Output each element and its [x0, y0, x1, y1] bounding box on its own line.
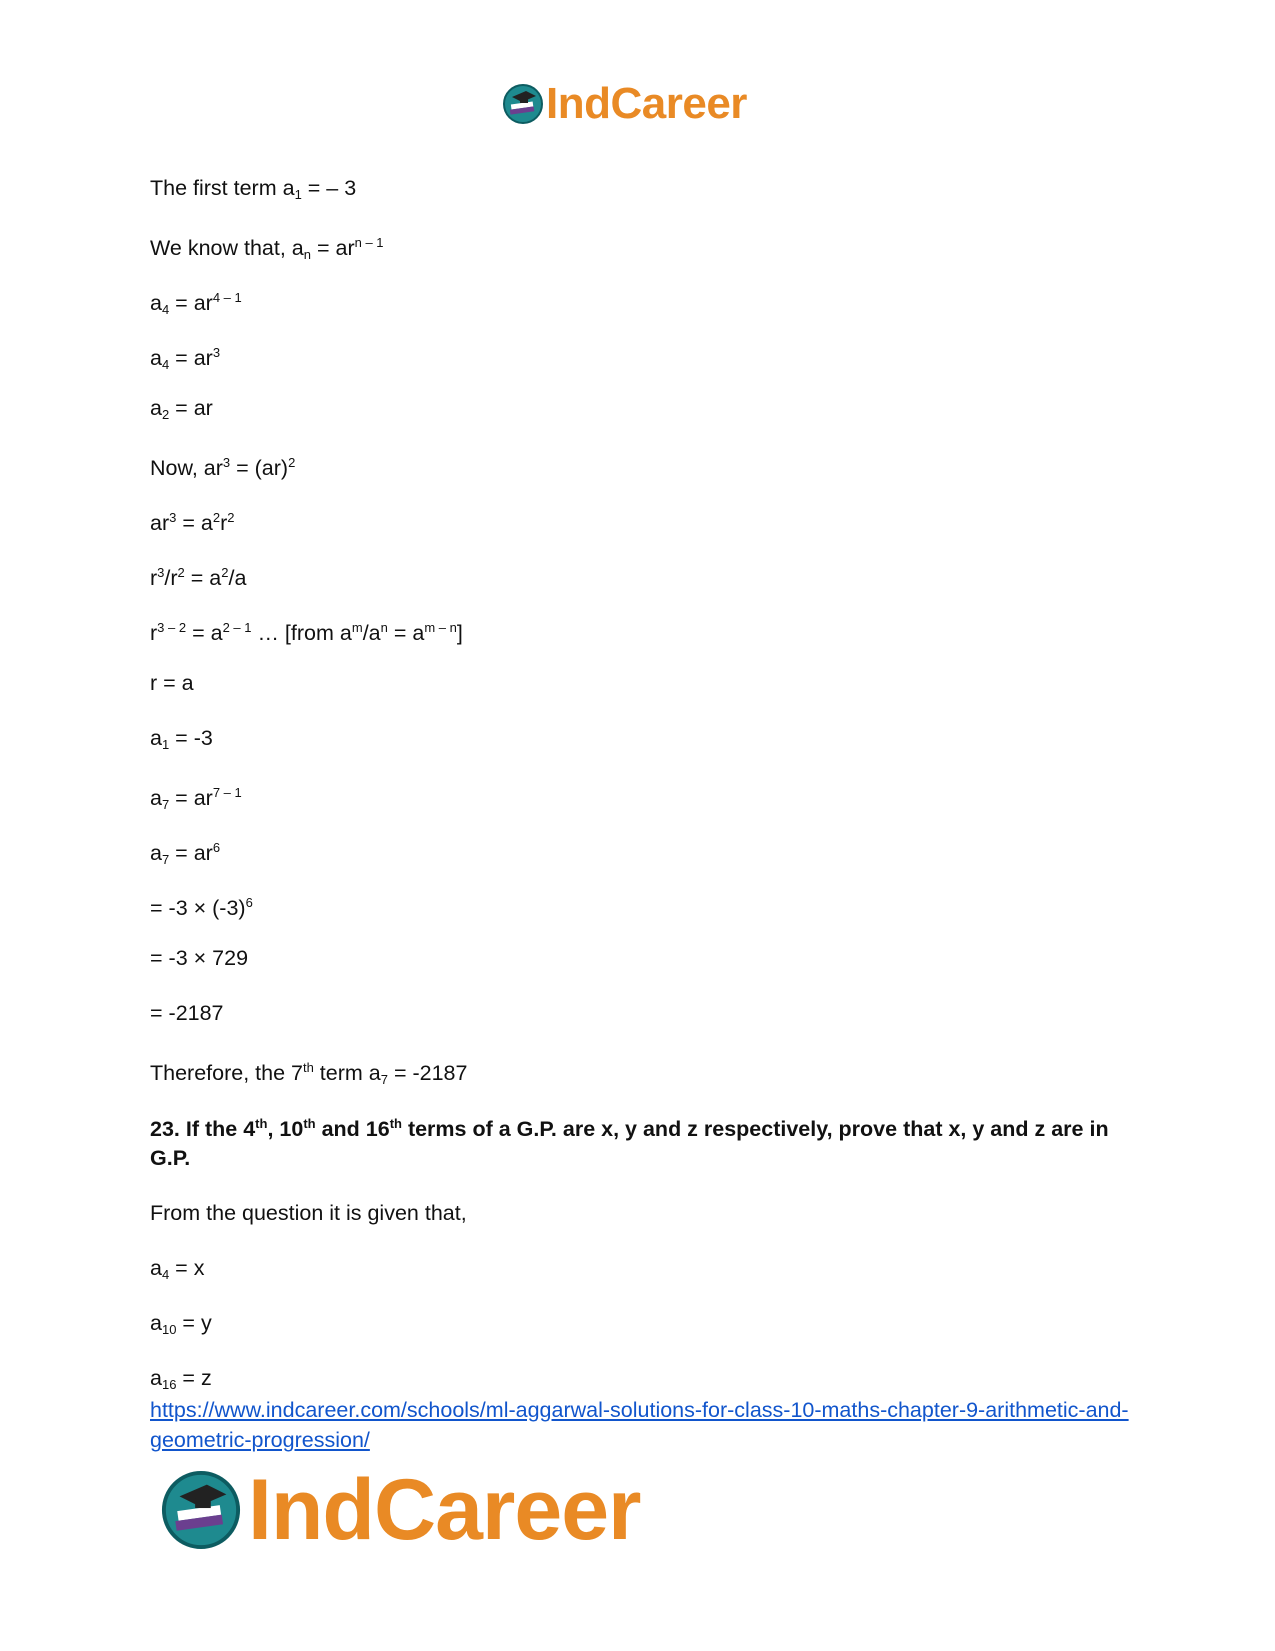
text-run: = -3 [169, 726, 213, 750]
text-run: /a [362, 621, 381, 645]
math-line [150, 669, 1130, 724]
math-line [150, 779, 1130, 834]
document-body [150, 174, 1130, 1419]
subscript: 1 [294, 187, 302, 202]
text-run: a [150, 291, 162, 315]
text-run: … [from a [251, 621, 352, 645]
text-run: = ar [169, 346, 213, 370]
text-run: /a [228, 566, 247, 590]
text-run: r [150, 621, 158, 645]
math-line [150, 284, 1130, 339]
text-run: = -2187 [150, 1001, 224, 1025]
subscript: n [303, 247, 311, 262]
superscript: 3 – 2 [157, 620, 187, 635]
text-run: We know that, a [150, 236, 304, 260]
brand-name: IndCareer [546, 79, 747, 128]
text-run: = -3 × 729 [150, 946, 249, 970]
subscript: 2 [161, 407, 170, 422]
superscript: 4 – 1 [212, 290, 242, 305]
text-run: a [150, 396, 162, 420]
math-line [150, 394, 1130, 449]
question-heading [150, 1109, 1110, 1173]
text-run: = ar [311, 236, 355, 260]
subscript: 4 [161, 1267, 170, 1282]
superscript: n – 1 [354, 235, 384, 250]
text-run: term a [313, 1061, 381, 1085]
math-line [150, 229, 1130, 284]
math-line [150, 889, 1130, 944]
superscript: 2 [212, 510, 221, 525]
subscript: 10 [161, 1322, 177, 1337]
subscript: 7 [161, 797, 170, 812]
superscript: 2 [227, 510, 235, 525]
math-line [150, 504, 1130, 559]
superscript: 2 [177, 565, 185, 580]
superscript: th [302, 1060, 314, 1075]
text-run: , 10 [267, 1117, 304, 1141]
text-run: = a [387, 621, 425, 645]
text-run: = z [176, 1366, 212, 1390]
superscript: 6 [245, 895, 253, 910]
text-run: = ar [169, 396, 213, 420]
subscript: 7 [161, 852, 170, 867]
footer-logo [160, 1461, 641, 1558]
book-globe-icon [502, 83, 544, 125]
text-run: From the question it is given that, [150, 1201, 467, 1225]
math-line [150, 614, 1130, 669]
math-line [150, 999, 1130, 1054]
math-line [150, 724, 1130, 779]
subscript: 1 [161, 737, 170, 752]
text-run: = ar [169, 841, 213, 865]
text-run: ar [150, 511, 170, 535]
math-line [150, 1309, 1130, 1364]
subscript: 4 [161, 357, 170, 372]
text-run: = a [176, 511, 213, 535]
text-run: 23. If the 4 [150, 1117, 256, 1141]
superscript: m – n [424, 620, 457, 635]
text-run: = x [169, 1256, 205, 1280]
source-link[interactable]: https://www.indcareer.com/schools/ml-aggarwal-solutions-for-class-10-maths-chapter-9-arithmetic-and-geometric-progression/ [150, 1398, 1129, 1452]
text-run: a [150, 1366, 162, 1390]
math-line [150, 559, 1130, 614]
text-run: a [150, 841, 162, 865]
text-run: a [150, 346, 162, 370]
text-run: a [150, 1256, 162, 1280]
brand-name-footer: IndCareer [248, 1461, 641, 1558]
text-run: = a [186, 621, 223, 645]
text-run: r = a [150, 671, 194, 695]
math-line [150, 449, 1130, 504]
book-globe-icon [160, 1469, 242, 1551]
text-run: a [150, 786, 162, 810]
superscript: 6 [212, 840, 221, 855]
text-run: = ar [169, 291, 213, 315]
math-line [150, 944, 1130, 999]
text-run: = (ar) [230, 456, 289, 480]
text-run: a [150, 1311, 162, 1335]
superscript: 3 [169, 510, 177, 525]
superscript: th [255, 1116, 268, 1131]
text-run: ] [456, 621, 463, 645]
math-line [150, 1199, 1130, 1254]
superscript: th [303, 1116, 316, 1131]
text-run: Now, ar [150, 456, 223, 480]
math-line [150, 174, 1130, 229]
math-line [150, 339, 1130, 394]
header-logo [502, 80, 747, 128]
superscript: 2 – 1 [222, 620, 252, 635]
math-line [150, 1054, 1130, 1109]
text-run: = -2187 [387, 1061, 468, 1085]
superscript: 2 [288, 455, 296, 470]
superscript: n [380, 620, 388, 635]
superscript: th [389, 1116, 402, 1131]
superscript: 3 [212, 345, 221, 360]
superscript: 3 [157, 565, 165, 580]
text-run: r [220, 511, 228, 535]
text-run: and 16 [315, 1117, 390, 1141]
text-run: = y [176, 1311, 212, 1335]
text-run: The first term a [150, 176, 295, 200]
text-run: Therefore, the 7 [150, 1061, 303, 1085]
text-run: = ar [169, 786, 213, 810]
math-line [150, 834, 1130, 889]
text-run: r [150, 566, 158, 590]
superscript: 7 – 1 [212, 785, 242, 800]
superscript: 2 [221, 565, 229, 580]
subscript: 16 [161, 1377, 177, 1392]
text-run: = – 3 [301, 176, 357, 200]
superscript: m [351, 620, 363, 635]
text-run: terms of a G.P. are x, y and z respectively, prove that x, y and z are in G.P. [150, 1117, 1109, 1170]
subscript: 7 [380, 1072, 388, 1087]
text-run: = a [184, 566, 222, 590]
subscript: 4 [161, 302, 170, 317]
superscript: 3 [222, 455, 231, 470]
math-line [150, 1254, 1130, 1309]
text-run: = -3 × (-3) [150, 896, 246, 920]
text-run: a [150, 726, 162, 750]
text-run: /r [164, 566, 178, 590]
